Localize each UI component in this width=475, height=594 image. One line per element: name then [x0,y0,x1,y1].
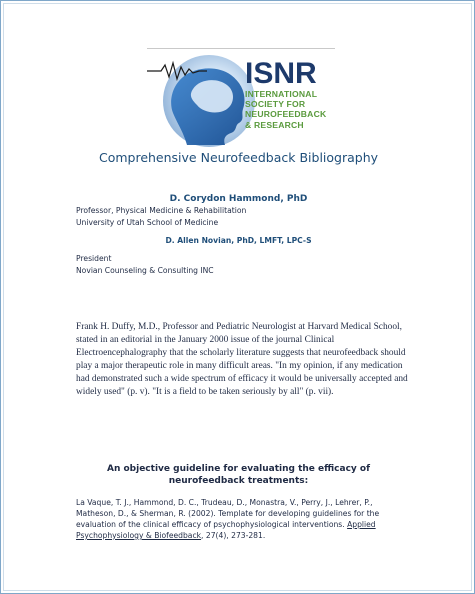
author-affiliation-novian: Novian Counseling & Consulting INC [76,266,214,275]
logo-divider [147,48,335,49]
logo-acronym: ISNR [245,57,317,90]
logo-line-4: & RESEARCH [245,119,304,130]
page-title: Comprehensive Neurofeedback Bibliography [98,150,379,165]
reference-volume: , 27(4), 273-281. [201,531,266,540]
head-brain-icon [147,53,257,149]
reference-citation [76,497,406,541]
logo-line-1: INTERNATIONAL [245,89,318,99]
duffy-quote [76,321,416,398]
author-name-novian: D. Allen Novian, PhD, LMFT, LPC-S [165,236,312,245]
author-title-novian: President [76,254,112,263]
isnr-logo [147,53,337,149]
guideline-heading [76,463,401,487]
quote-paragraph: Frank H. Duffy, M.D., Professor and Pediatric Neurologist at Harvard Medical School, stated in an editorial in the January 2000 issue of the journal Clinical Electroencephalography that the scholarly literature suggests that neurofeedback should play a major therapeutic role in many difficult areas. "In my opinion, if any medication had demonstrated such a wide spectrum of efficacy it would be universally accepted and widely used" (p. v). "It is a field to be taken seriously by all" (p. vii). [76,322,408,397]
logo-line-3: NEUROFEEDBACK [245,109,327,120]
logo-line-2: SOCIETY FOR [245,99,306,110]
author-affiliation-hammond: University of Utah School of Medicine [76,218,219,227]
guideline-heading-line-1: An objective guideline for evaluating the efficacy of [106,464,371,474]
guideline-heading-line-2: neurofeedback treatments: [168,476,309,486]
reference-text: La Vaque, T. J., Hammond, D. C., Trudeau, D., Monastra, V., Perry, J., Lehrer, P., Matheson, D., & Sherman, R. (2002). Template for developing guidelines for the evaluation of the clinical efficacy of psychophysiological interventions. [76,498,380,529]
author-title-hammond: Professor, Physical Medicine & Rehabilitation [76,206,247,215]
author-name-hammond: D. Corydon Hammond, PhD [169,194,308,204]
logo-text-block [245,59,337,130]
journal-link[interactable]: Applied Psychophysiology & Biofeedback [76,520,376,540]
